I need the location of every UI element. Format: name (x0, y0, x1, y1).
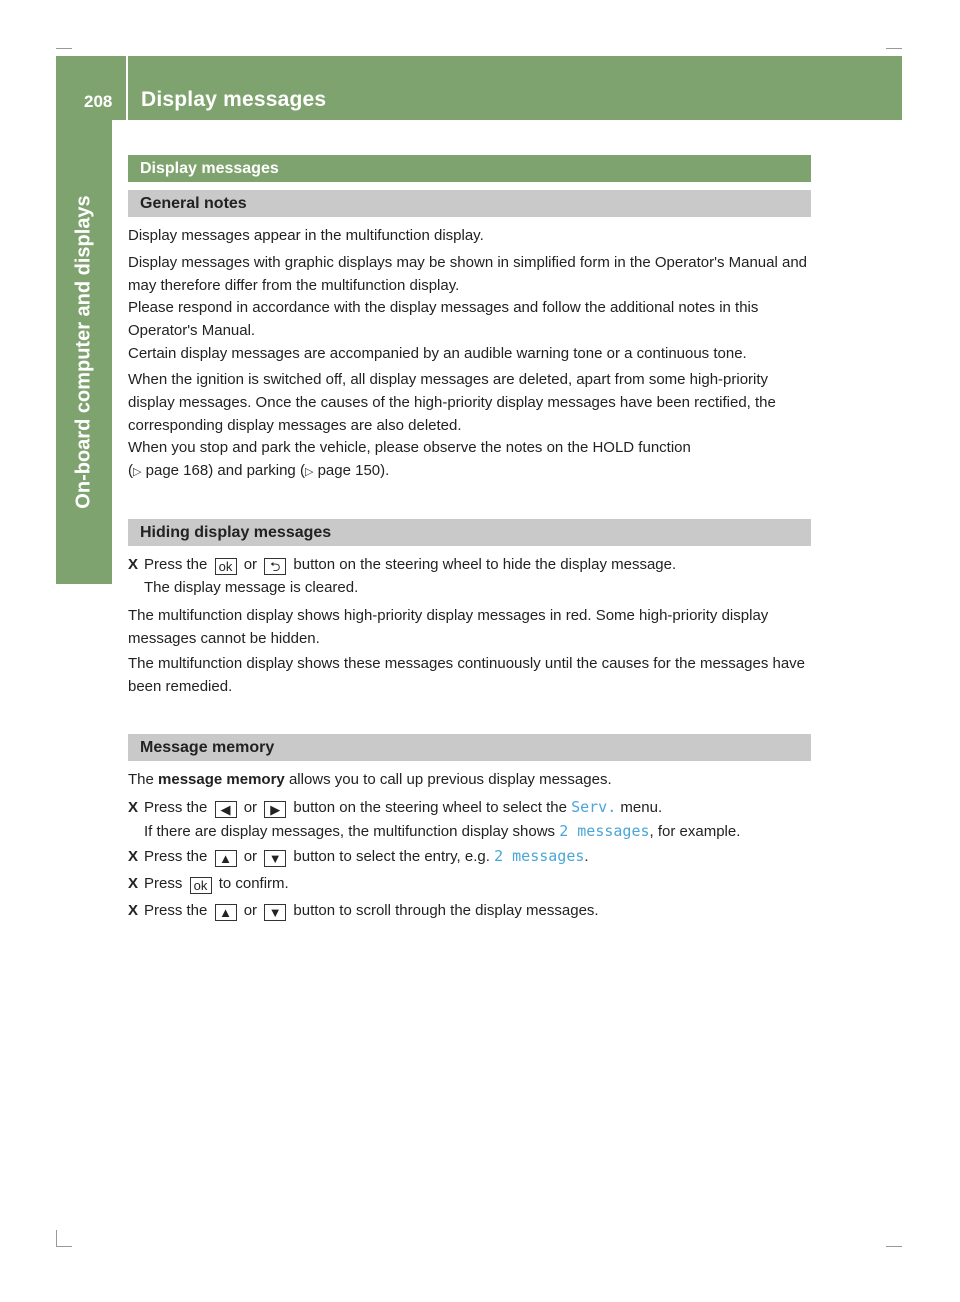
instruction-step (128, 845, 811, 868)
text: or (243, 556, 258, 573)
text: or (243, 848, 258, 865)
text: button on the steering wheel to hide the display message. (293, 556, 677, 573)
text: , for example. (649, 823, 741, 840)
text: Press the (144, 902, 208, 919)
text: button to scroll through the display messages. (293, 902, 599, 919)
paragraph: When the ignition is switched off, all display messages are deleted, apart from some high-priority display messages. Once the causes of the high-priority display messages have been rectified, the corresponding display messages are also deleted. (128, 371, 776, 434)
heading-message-memory: Message memory (128, 734, 811, 761)
text: When you stop and park the vehicle, please observe the notes on the HOLD function (128, 439, 691, 456)
ok-button-icon: ok (215, 558, 237, 575)
ok-button-icon: ok (190, 877, 212, 894)
down-arrow-button-icon: ▼ (264, 904, 286, 921)
text: The (128, 771, 154, 788)
step-bullet-icon: X (128, 848, 139, 865)
display-text-serv: Serv. (571, 798, 617, 816)
heading-general-notes: General notes (128, 190, 811, 217)
back-button-icon: ⮌ (264, 558, 286, 575)
text: Press the (144, 848, 208, 865)
down-arrow-button-icon: ▼ (264, 850, 286, 867)
instruction-step (128, 872, 811, 895)
text: button on the steering wheel to select the (293, 799, 567, 816)
crop-mark (56, 1246, 72, 1247)
text: or (243, 902, 258, 919)
step-bullet-icon: X (128, 799, 139, 816)
crop-mark (886, 1246, 902, 1247)
step-bullet-icon: X (128, 902, 139, 919)
heading-hiding-display-messages: Hiding display messages (128, 519, 811, 546)
bold-term: message memory (158, 771, 285, 788)
text: Press the (144, 799, 208, 816)
up-arrow-button-icon: ▲ (215, 850, 237, 867)
paragraph: Please respond in accordance with the display messages and follow the additional notes in this Operator's Manual. (128, 299, 759, 339)
step-bullet-icon: X (128, 875, 139, 892)
paragraph (128, 436, 811, 484)
step-result: The display message is cleared. (144, 579, 359, 596)
paragraph: Display messages appear in the multifunction display. (128, 227, 484, 244)
text: allows you to call up previous display messages. (288, 771, 612, 788)
display-text-messages: 2 messages (559, 822, 650, 840)
text: ). (380, 462, 390, 479)
page-number: 208 (84, 92, 113, 111)
paragraph: Certain display messages are accompanied by an audible warning tone or a continuous tone. (128, 345, 747, 362)
text: ) and parking ( (208, 462, 305, 479)
instruction-step (128, 796, 811, 819)
text: If there are display messages, the multifunction display shows (144, 823, 556, 840)
crop-mark (56, 48, 72, 49)
paragraph: The multifunction display shows these messages continuously until the causes for the messages have been remedied. (128, 655, 806, 695)
crop-mark (886, 48, 902, 49)
text: or (243, 799, 258, 816)
left-arrow-button-icon: ◀ (215, 801, 237, 818)
text: ( (128, 462, 133, 479)
text: to confirm. (218, 875, 289, 892)
step-result (128, 820, 811, 843)
text: button to select the entry, e.g. (293, 848, 490, 865)
section-heading-display-messages: Display messages (128, 155, 811, 182)
page-ref-arrow-icon: ▷ (304, 466, 314, 478)
page-ref-arrow-icon: ▷ (133, 466, 142, 478)
crop-mark (56, 1230, 57, 1246)
text: Press (144, 875, 183, 892)
page-reference-link[interactable]: page 168 (145, 462, 209, 479)
text: . (584, 848, 589, 865)
right-arrow-button-icon: ▶ (264, 801, 286, 818)
page-reference-link[interactable]: page 150 (317, 462, 381, 479)
step-bullet-icon: X (128, 556, 139, 573)
paragraph: The multifunction display shows high-priority display messages in red. Some high-priority display messages cannot be hidden. (128, 607, 769, 647)
header-divider (126, 56, 128, 120)
paragraph (128, 768, 811, 791)
text: Press the (144, 556, 208, 573)
text: menu. (620, 799, 663, 816)
chapter-title: On-board computer and displays (72, 195, 95, 509)
up-arrow-button-icon: ▲ (215, 904, 237, 921)
display-text-messages: 2 messages (494, 847, 585, 865)
page-title: Display messages (141, 88, 327, 111)
instruction-step (128, 899, 811, 922)
instruction-step (128, 553, 811, 576)
paragraph: Display messages with graphic displays may be shown in simplified form in the Operator's Manual and may therefore differ from the multifunction display. (128, 254, 808, 294)
